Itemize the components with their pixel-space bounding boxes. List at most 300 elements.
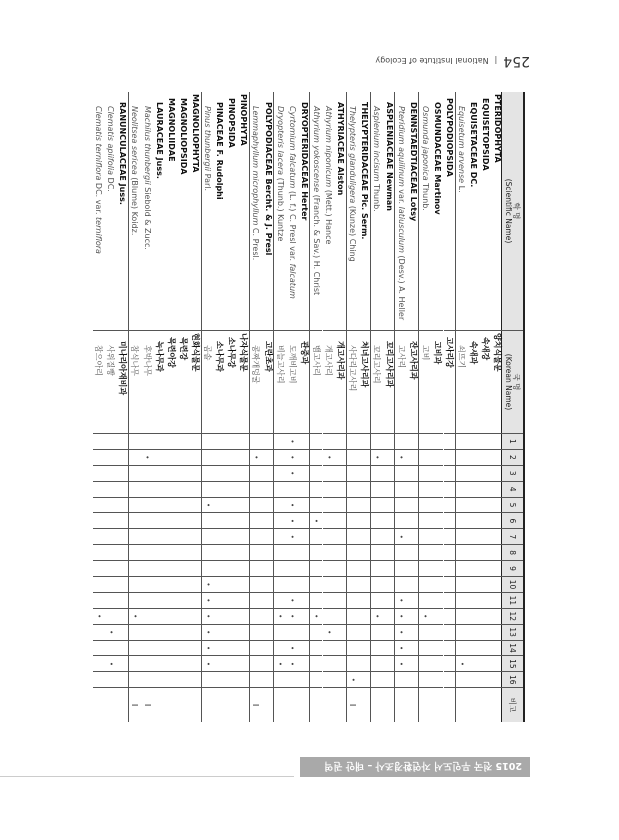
site-cell <box>371 528 383 544</box>
site-cell <box>153 449 165 465</box>
site-cell <box>286 481 298 497</box>
scientific-name <box>359 92 371 330</box>
site-cell <box>93 640 105 656</box>
site-cell <box>238 512 250 528</box>
site-cell <box>202 544 214 560</box>
site-cell <box>262 465 274 481</box>
scientific-name-part: LAURACEAE Juss. <box>154 102 164 179</box>
site-cell <box>359 481 371 497</box>
site-cell <box>456 655 468 671</box>
site-cell <box>347 544 359 560</box>
site-cell <box>492 465 504 481</box>
site-cell <box>141 512 153 528</box>
site-cell <box>250 640 262 656</box>
site-cell <box>371 481 383 497</box>
table-row <box>394 92 407 722</box>
site-cell <box>202 624 214 640</box>
site-cell <box>214 655 226 671</box>
site-cell <box>250 512 262 528</box>
site-cell <box>129 671 141 687</box>
site-cell <box>177 608 189 624</box>
presence-mark: • <box>288 598 297 603</box>
table-row <box>141 92 153 722</box>
scientific-name <box>480 92 492 330</box>
site-cell <box>383 560 395 576</box>
scientific-name <box>310 92 322 330</box>
site-cell <box>480 528 492 544</box>
site-cell <box>117 624 129 640</box>
site-cell <box>153 640 165 656</box>
site-cell <box>177 576 189 592</box>
site-cell <box>262 592 274 608</box>
site-cell <box>214 512 226 528</box>
site-cell <box>153 481 165 497</box>
site-cell <box>298 465 310 481</box>
site-cell <box>347 624 359 640</box>
site-cell <box>359 497 371 513</box>
site-cell <box>431 608 443 624</box>
species-table <box>92 92 525 722</box>
site-cell <box>456 433 468 449</box>
scientific-name <box>371 92 383 330</box>
scientific-name <box>238 92 250 330</box>
site-cell <box>395 433 407 449</box>
site-cell <box>383 592 395 608</box>
korean-name: 사다리고사리 <box>347 330 359 433</box>
site-cell <box>286 608 298 624</box>
site-cell <box>93 671 105 687</box>
site-cell <box>431 512 443 528</box>
site-cell <box>468 449 480 465</box>
site-cell <box>407 512 419 528</box>
site-cell <box>383 433 395 449</box>
site-cell <box>238 608 250 624</box>
site-cell <box>250 497 262 513</box>
site-cell <box>298 592 310 608</box>
presence-mark: • <box>203 598 212 603</box>
scientific-name-part: DRYOPTERIDACEAE Herter <box>299 102 309 221</box>
site-cell <box>371 671 383 687</box>
table-row <box>359 92 371 722</box>
header-site-2: 2 <box>502 449 523 465</box>
site-cell <box>444 544 456 560</box>
site-cell <box>480 592 492 608</box>
site-cell <box>226 544 238 560</box>
scientific-name-part: DENNSTAEDTIACEAE Lotsy <box>408 102 418 222</box>
site-cell <box>359 512 371 528</box>
site-cell <box>407 433 419 449</box>
site-cell <box>189 497 201 513</box>
presence-mark: • <box>397 661 406 666</box>
site-cell <box>298 608 310 624</box>
header-separator: | <box>494 56 498 66</box>
scientific-name-part: OSMUNDACEAE Martinov <box>432 102 442 215</box>
site-cell <box>480 608 492 624</box>
site-cell <box>189 655 201 671</box>
site-cell <box>407 544 419 560</box>
site-cell <box>274 671 286 687</box>
presence-mark: • <box>372 455 381 460</box>
site-cell <box>153 528 165 544</box>
site-cell <box>214 465 226 481</box>
scientific-name <box>250 92 262 330</box>
site-cell <box>383 481 395 497</box>
site-cell <box>262 433 274 449</box>
site-cell <box>310 576 322 592</box>
site-cell <box>298 640 310 656</box>
site-cell <box>238 592 250 608</box>
scientific-name-part: Thelypteris glanduligera <box>348 106 358 204</box>
site-cell <box>105 497 117 513</box>
remark-cell <box>105 687 117 722</box>
site-cell <box>226 655 238 671</box>
scientific-name-part: Cyrtomium falcatum <box>287 106 297 189</box>
site-cell <box>456 592 468 608</box>
site-cell <box>480 560 492 576</box>
remark-cell <box>371 687 383 722</box>
table-row <box>105 92 117 722</box>
site-cell <box>226 528 238 544</box>
site-cell <box>444 592 456 608</box>
site-cell <box>262 608 274 624</box>
scientific-name-part: Machilus thunbergii <box>142 106 152 185</box>
site-cell <box>468 576 480 592</box>
site-cell <box>274 592 286 608</box>
site-cell <box>395 512 407 528</box>
table-row <box>309 92 322 722</box>
scientific-name-part: (Thunb.) Kuntze <box>275 175 285 242</box>
site-cell <box>347 640 359 656</box>
site-cell <box>492 592 504 608</box>
site-cell <box>286 512 298 528</box>
site-cell <box>238 544 250 560</box>
site-cell <box>347 512 359 528</box>
site-cell <box>359 608 371 624</box>
site-cell <box>444 560 456 576</box>
site-cell <box>480 671 492 687</box>
presence-mark: • <box>276 614 285 619</box>
site-cell <box>153 576 165 592</box>
site-cell <box>310 481 322 497</box>
site-cell <box>419 497 431 513</box>
site-cell <box>202 449 214 465</box>
site-cell <box>189 624 201 640</box>
site-cell <box>323 576 335 592</box>
presence-mark: • <box>288 502 297 508</box>
site-cell <box>335 497 347 513</box>
scientific-name-part: Thunb. <box>372 181 382 212</box>
site-cell <box>395 592 407 608</box>
site-cell <box>202 592 214 608</box>
site-cell <box>492 640 504 656</box>
site-cell <box>359 640 371 656</box>
site-cell <box>165 671 177 687</box>
site-cell <box>141 465 153 481</box>
site-cell <box>153 433 165 449</box>
site-cell <box>310 671 322 687</box>
site-cell <box>323 465 335 481</box>
site-cell <box>431 481 443 497</box>
scientific-name <box>419 92 431 330</box>
site-cell <box>431 624 443 640</box>
site-cell <box>419 449 431 465</box>
site-cell <box>189 465 201 481</box>
site-cell <box>117 576 129 592</box>
table-row <box>480 92 492 722</box>
korean-name: 녹나무과 <box>153 330 165 433</box>
site-cell <box>468 433 480 449</box>
site-cell <box>371 640 383 656</box>
site-cell <box>468 528 480 544</box>
site-cell <box>177 544 189 560</box>
site-cell <box>105 528 117 544</box>
site-cell <box>456 481 468 497</box>
presence-mark: • <box>288 455 297 460</box>
site-cell <box>250 481 262 497</box>
site-cell <box>444 465 456 481</box>
site-cell <box>492 608 504 624</box>
page-number: 254 <box>503 53 530 69</box>
site-cell <box>129 640 141 656</box>
scientific-name-part: MAGNOLIOPSIDA <box>178 98 188 175</box>
site-cell <box>298 624 310 640</box>
site-cell <box>262 481 274 497</box>
table-header <box>501 92 525 722</box>
site-cell <box>492 576 504 592</box>
site-cell <box>274 576 286 592</box>
site-cell <box>456 640 468 656</box>
site-cell <box>202 433 214 449</box>
presence-mark: • <box>203 502 212 508</box>
header-site-14: 14 <box>502 640 523 656</box>
site-cell <box>117 433 129 449</box>
site-cell <box>177 640 189 656</box>
site-cell <box>419 592 431 608</box>
site-cell <box>419 465 431 481</box>
site-cell <box>105 640 117 656</box>
site-cell <box>456 528 468 544</box>
table-row <box>273 92 286 722</box>
scientific-name-part: EQUISETACEAE DC. <box>469 102 479 188</box>
site-cell <box>310 528 322 544</box>
site-cell <box>347 449 359 465</box>
site-cell <box>189 608 201 624</box>
remark-cell: I <box>141 687 153 722</box>
scientific-name-part: Athyrium niponicum <box>324 106 334 188</box>
site-cell <box>480 655 492 671</box>
site-cell <box>444 671 456 687</box>
presence-mark: • <box>106 630 115 635</box>
site-cell <box>310 512 322 528</box>
site-cell <box>335 544 347 560</box>
korean-name: 곰솔 <box>202 330 214 433</box>
header-site-13: 13 <box>502 624 523 640</box>
site-cell <box>105 465 117 481</box>
site-cell <box>165 560 177 576</box>
site-cell <box>468 655 480 671</box>
scientific-name-part: Neolitsea sericea <box>130 106 140 175</box>
site-cell <box>359 449 371 465</box>
site-cell <box>419 608 431 624</box>
site-cell <box>274 481 286 497</box>
remark-cell <box>480 687 492 722</box>
site-cell <box>298 671 310 687</box>
site-cell <box>323 592 335 608</box>
site-cell <box>238 497 250 513</box>
korean-name: 미나리아재비과 <box>117 330 129 433</box>
site-cell <box>165 433 177 449</box>
scientific-name <box>456 92 468 330</box>
table-row <box>165 92 177 722</box>
site-cell <box>105 512 117 528</box>
korean-name: 개고사리과 <box>335 330 347 433</box>
site-cell <box>335 640 347 656</box>
site-cell <box>93 528 105 544</box>
site-cell <box>226 560 238 576</box>
site-cell <box>105 592 117 608</box>
korean-name: 고사리강 <box>444 330 456 433</box>
site-cell <box>93 433 105 449</box>
korean-name: 나자식물문 <box>238 330 250 433</box>
korean-name: 뱀고사리 <box>310 330 322 433</box>
site-cell <box>153 560 165 576</box>
scientific-name <box>347 92 359 330</box>
site-cell <box>93 576 105 592</box>
site-cell <box>419 624 431 640</box>
site-cell <box>202 655 214 671</box>
site-cell <box>335 608 347 624</box>
table-row <box>492 92 504 722</box>
presence-mark: • <box>348 677 357 682</box>
header-site-9: 9 <box>502 560 523 576</box>
site-cell <box>153 465 165 481</box>
site-cell <box>226 497 238 513</box>
site-cell <box>202 576 214 592</box>
site-cell <box>456 608 468 624</box>
site-cell <box>480 512 492 528</box>
site-cell <box>129 497 141 513</box>
site-cell <box>214 433 226 449</box>
page-header <box>375 52 530 70</box>
remark-cell <box>468 687 480 722</box>
site-cell <box>214 640 226 656</box>
site-cell <box>286 497 298 513</box>
site-cell <box>310 465 322 481</box>
site-cell <box>480 544 492 560</box>
table-row <box>468 92 480 722</box>
site-cell <box>214 544 226 560</box>
presence-mark: • <box>397 645 406 651</box>
site-cell <box>165 576 177 592</box>
site-cell <box>468 560 480 576</box>
footer-banner <box>300 757 530 777</box>
site-cell <box>335 624 347 640</box>
site-cell <box>456 671 468 687</box>
site-cell <box>105 671 117 687</box>
site-cell <box>250 449 262 465</box>
table-row <box>262 92 274 722</box>
site-cell <box>298 449 310 465</box>
site-cell <box>93 608 105 624</box>
site-cell <box>262 497 274 513</box>
scientific-name <box>407 92 419 330</box>
site-cell <box>468 465 480 481</box>
site-cell <box>153 671 165 687</box>
header-site-7: 7 <box>502 528 523 544</box>
site-cell <box>117 655 129 671</box>
site-cell <box>395 640 407 656</box>
site-cell <box>335 481 347 497</box>
site-cell <box>492 512 504 528</box>
site-cell <box>189 433 201 449</box>
site-cell <box>177 449 189 465</box>
table-row <box>214 92 226 722</box>
site-cell <box>189 640 201 656</box>
site-cell <box>177 465 189 481</box>
site-cell <box>395 544 407 560</box>
table-row <box>177 92 189 722</box>
scientific-name-part: (Kunze) Ching <box>348 203 358 262</box>
site-cell <box>105 576 117 592</box>
site-cell <box>359 655 371 671</box>
site-cell <box>419 640 431 656</box>
korean-name: 고란초과 <box>262 330 274 433</box>
site-cell <box>310 655 322 671</box>
scientific-name <box>226 92 238 330</box>
site-cell <box>286 592 298 608</box>
site-cell <box>165 481 177 497</box>
site-cell <box>383 576 395 592</box>
site-cell <box>395 671 407 687</box>
remark-cell <box>177 687 189 722</box>
scientific-name <box>165 92 177 330</box>
site-cell <box>456 512 468 528</box>
scientific-name-part: POLYPODIACEAE Bercht. & J. Presl <box>263 102 273 256</box>
site-cell <box>359 433 371 449</box>
korean-name: 목련강 <box>177 330 189 433</box>
site-cell <box>226 624 238 640</box>
site-cell <box>419 512 431 528</box>
remark-cell <box>262 687 274 722</box>
site-cell <box>456 449 468 465</box>
header-korean-name <box>502 330 523 433</box>
site-cell <box>286 655 298 671</box>
site-cell <box>323 671 335 687</box>
site-cell <box>492 544 504 560</box>
site-cell <box>165 655 177 671</box>
site-cell <box>238 640 250 656</box>
site-cell <box>468 624 480 640</box>
site-cell <box>238 624 250 640</box>
site-cell <box>214 624 226 640</box>
site-cell <box>335 528 347 544</box>
remark-cell <box>419 687 431 722</box>
site-cell <box>431 433 443 449</box>
korean-name: 비늘고사리 <box>274 330 286 433</box>
site-cell <box>165 640 177 656</box>
presence-mark: • <box>288 661 297 666</box>
remark-cell <box>395 687 407 722</box>
site-cell <box>419 481 431 497</box>
site-cell <box>93 624 105 640</box>
presence-mark: • <box>288 471 297 476</box>
remark-cell: I <box>250 687 262 722</box>
scientific-name <box>262 92 274 330</box>
scientific-name <box>105 92 117 330</box>
remark-cell: I <box>347 687 359 722</box>
site-cell <box>359 465 371 481</box>
korean-name: 소나무강 <box>226 330 238 433</box>
